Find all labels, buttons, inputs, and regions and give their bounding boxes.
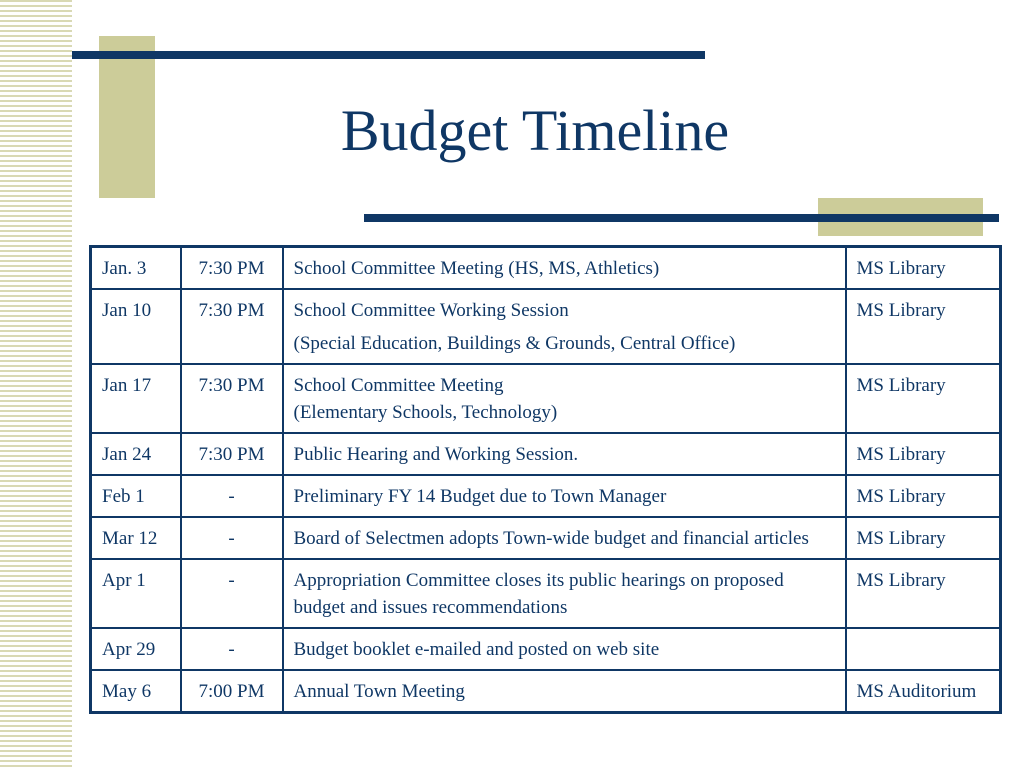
table-row [91,559,1001,628]
decorative-stripes [0,0,72,768]
event-cell [283,559,846,628]
event-text: Board of Selectmen adopts Town-wide budget and financial articles [293,528,809,549]
event-cell [283,364,846,433]
event-text: Preliminary FY 14 Budget due to Town Manager [293,486,667,507]
date-cell: Feb 1 [91,475,181,517]
location-cell: MS Library [846,517,1001,559]
event-text: Appropriation Committee closes its public hearings on proposed budget and issues recommendations [293,570,784,618]
location-cell: MS Auditorium [846,670,1001,713]
date-cell: Mar 12 [91,517,181,559]
event-text: School Committee Meeting [293,375,504,396]
time-cell: 7:30 PM [181,247,283,290]
table-row [91,364,1001,433]
date-cell: Jan 17 [91,364,181,433]
event-text: Budget booklet e-mailed and posted on web site [293,639,660,660]
location-cell: MS Library [846,433,1001,475]
table-row [91,670,1001,713]
date-cell: Jan 24 [91,433,181,475]
time-cell: - [181,475,283,517]
event-text: Annual Town Meeting [293,681,465,702]
decorative-block-top [99,36,155,198]
decorative-line-top [72,51,705,59]
table-row [91,628,1001,670]
slide-title: Budget Timeline [340,98,730,163]
date-cell: Apr 29 [91,628,181,670]
decorative-line-bottom [364,214,999,222]
time-cell: 7:30 PM [181,433,283,475]
location-cell [846,628,1001,670]
date-cell: Jan 10 [91,289,181,364]
table-row [91,517,1001,559]
date-cell: Apr 1 [91,559,181,628]
event-cell [283,289,846,364]
event-cell [283,670,846,713]
event-text: School Committee Meeting (HS, MS, Athletics) [293,258,660,279]
location-cell: MS Library [846,364,1001,433]
location-cell: MS Library [846,247,1001,290]
event-text: Public Hearing and Working Session. [293,444,579,465]
date-cell: May 6 [91,670,181,713]
time-cell: 7:30 PM [181,364,283,433]
location-cell: MS Library [846,559,1001,628]
event-cell [283,517,846,559]
time-cell: - [181,559,283,628]
time-cell: - [181,628,283,670]
table-row [91,289,1001,364]
table-row [91,247,1001,290]
time-cell: 7:00 PM [181,670,283,713]
time-cell: - [181,517,283,559]
event-subtext: (Elementary Schools, Technology) [293,402,558,423]
time-cell: 7:30 PM [181,289,283,364]
event-cell [283,628,846,670]
event-text: School Committee Working Session [293,300,569,321]
table-row [91,475,1001,517]
location-cell: MS Library [846,289,1001,364]
location-cell: MS Library [846,475,1001,517]
event-cell [283,247,846,290]
event-cell [283,433,846,475]
event-cell [283,475,846,517]
date-cell: Jan. 3 [91,247,181,290]
table-row [91,433,1001,475]
event-subtext: (Special Education, Buildings & Grounds, Central Office) [293,333,736,354]
budget-timeline-table [89,245,1002,714]
